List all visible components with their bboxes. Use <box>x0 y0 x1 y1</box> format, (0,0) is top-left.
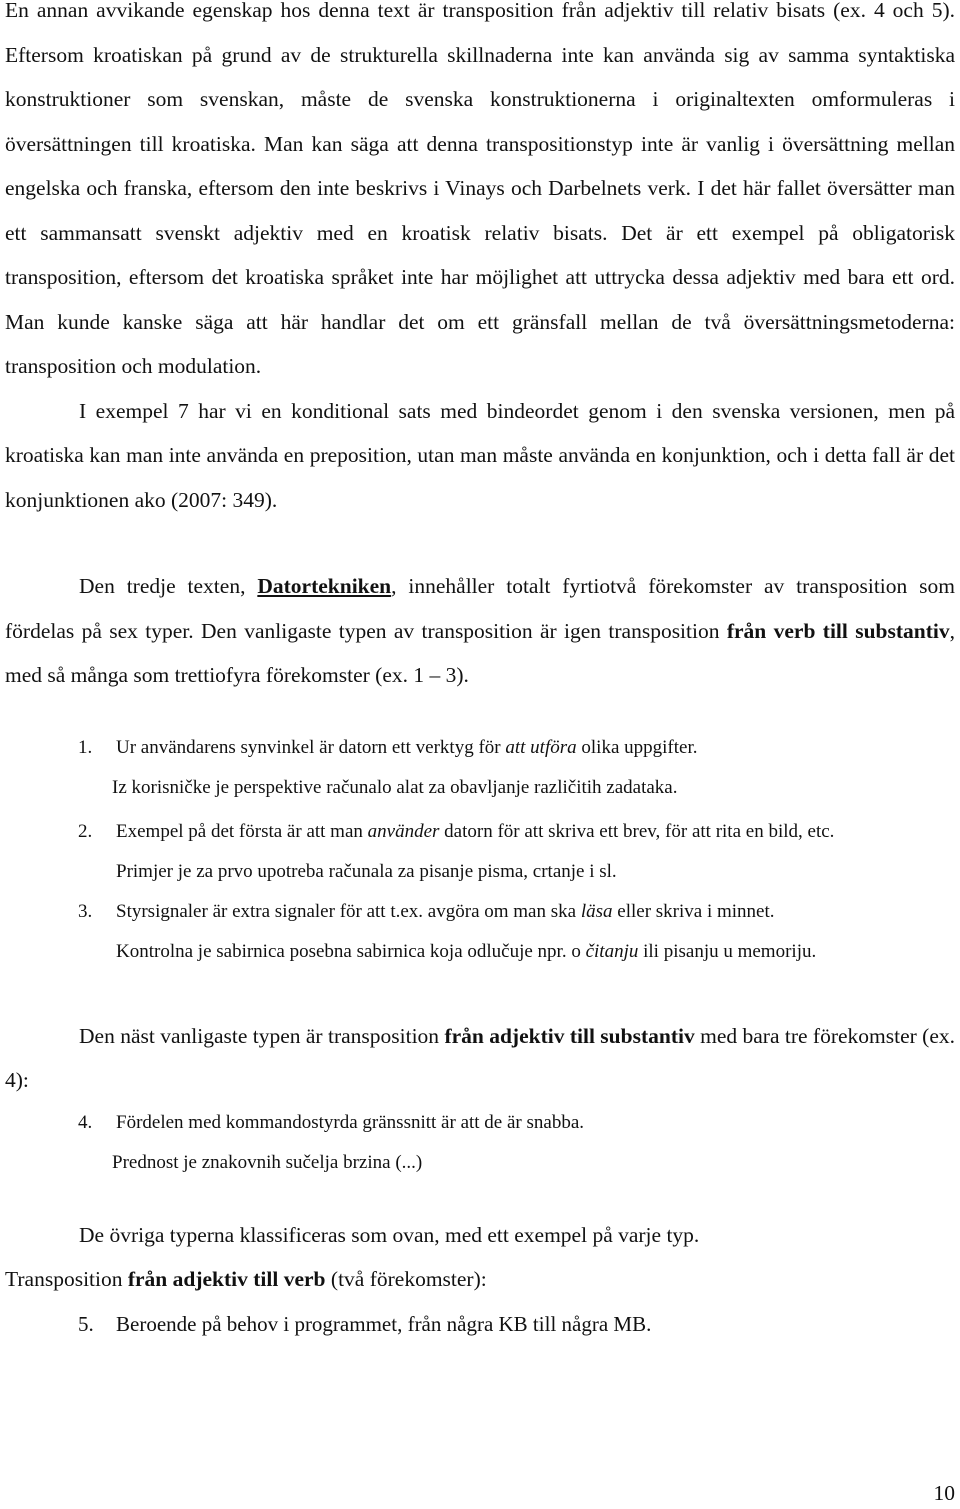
spacer <box>0 698 960 728</box>
example-number: 5. <box>78 1311 94 1336</box>
example-swedish: Fördelen med kommandostyrda gränssnitt är att de är snabba. <box>116 1111 585 1133</box>
text-fragment: Ur användarens synvinkel är datorn ett verktyg för <box>116 736 506 758</box>
text-title-datortekniken: Datortekniken <box>257 574 392 598</box>
text-fragment: Kontrolna je sabirnica posebna sabirnica koja odlučuje npr. o <box>116 940 586 962</box>
text-fragment: eller skriva i minnet. <box>612 900 775 922</box>
text-fragment: Primjer je za prvo upotreba računala za pisanje pisma, crtanje i sl. <box>116 860 617 882</box>
example-croatian: Prednost je znakovnih sučelja brzina (...) <box>112 1151 423 1173</box>
example-item <box>78 892 956 972</box>
text-fragment: Iz korisničke je perspektive računalo alat za obavljanje različitih zadataka. <box>112 776 678 798</box>
paragraph-adjektiv-substantiv <box>5 1014 955 1103</box>
text-fragment: olika uppgifter. <box>576 736 698 758</box>
paragraph-transposition-relative-clause: En annan avvikande egenskap hos denna text är transposition från adjektiv till relativ bisats (ex. 4 och 5). Eftersom kroatiskan på grund av de strukturella skillnaderna inte kan använda sig av samma syntaktiska konstruktioner som svenskan, måste de svenska konstruktionerna i originaltexten omformuleras i översättningen till kroatiska. Man kan säga att denna transpositionstyp inte är vanlig i översättning mellan engelska och franska, eftersom den inte beskrivs i Vinays och Darbelnets verk. I det här fallet översätter man ett sammansatt svenskt adjektiv med en kroatisk relativ bisats. Det är ett exempel på obligatorisk transposition, eftersom det kroatiska språket inte har möjlighet att uttrycka dessa adjektiv med bara ett ord. Man kunde kanske säga att här handlar det om ett gränsfall mellan de två översättningsmetoderna: transposition och modulation. <box>5 0 955 378</box>
example-item <box>78 812 956 892</box>
example-swedish: Beroende på behov i programmet, från några KB till några MB. <box>116 1311 652 1336</box>
text-fragment: Den tredje texten, <box>79 574 258 598</box>
text-bold-adjektiv-verb: från adjektiv till verb <box>127 1267 326 1291</box>
text-italic: att utföra <box>505 736 577 758</box>
example-swedish <box>116 812 876 852</box>
example-croatian <box>112 768 956 808</box>
example-list-adjektiv-substantiv <box>0 1103 960 1183</box>
example-swedish <box>116 728 956 768</box>
text-fragment: datorn för att skriva ett brev, för att rita en bild, etc. <box>439 820 835 842</box>
text-fragment: , med så många som trettiofyra förekomster (ex. 1 – 3). <box>5 618 956 687</box>
example-number: 4. <box>78 1111 93 1133</box>
text-italic: använder <box>367 820 440 842</box>
page-number: 10 <box>933 1481 955 1505</box>
example-croatian <box>116 932 956 972</box>
example-number: 1. <box>78 736 93 758</box>
spacer <box>0 522 960 564</box>
text-fragment: Exempel på det första är att man <box>116 820 368 842</box>
text-fragment: (två förekomster): <box>325 1267 487 1291</box>
text-italic: läsa <box>580 900 613 922</box>
example-item <box>78 1103 956 1183</box>
text-bold-verb-substantiv: från verb till substantiv <box>726 618 950 643</box>
text-fragment: Transposition <box>5 1267 128 1291</box>
spacer <box>0 972 960 1014</box>
example-list-adjektiv-verb <box>0 1302 960 1346</box>
paragraph-ovriga-typer: De övriga typerna klassificeras som ovan, med ett exempel på varje typ. <box>79 1222 700 1247</box>
example-number: 2. <box>78 820 93 842</box>
example-list-verb-substantiv <box>0 728 960 972</box>
example-item <box>78 1302 956 1346</box>
paragraph-datortekniken <box>5 564 955 698</box>
example-swedish <box>116 892 956 932</box>
text-fragment: ili pisanju u memoriju. <box>638 940 817 962</box>
spacer <box>0 1183 960 1213</box>
example-item <box>78 728 956 808</box>
text-italic: čitanju <box>585 940 639 962</box>
example-number: 3. <box>78 900 93 922</box>
example-croatian <box>116 852 956 892</box>
text-fragment: , innehåller totalt fyrtiotvå förekomster av transposition som fördelas på sex typer. Den vanligaste typen av transposition är igen transposition <box>5 574 955 643</box>
text-fragment: med bara tre förekomster (ex. 4): <box>5 1023 955 1092</box>
text-fragment: Styrsignaler är extra signaler för att t.ex. avgöra om man ska <box>116 900 581 922</box>
text-fragment: Den näst vanligaste typen är transposition <box>79 1023 445 1048</box>
text-bold-adjektiv-substantiv: från adjektiv till substantiv <box>444 1023 695 1048</box>
paragraph-adjektiv-verb <box>5 1257 955 1302</box>
paragraph-example-7: I exempel 7 har vi en konditional sats med bindeordet genom i den svenska versionen, men på kroatiska kan man inte använda en preposition, utan man måste använda en konjunktion, och i detta fall är det konjunktionen ako (2007: 349). <box>5 398 955 512</box>
